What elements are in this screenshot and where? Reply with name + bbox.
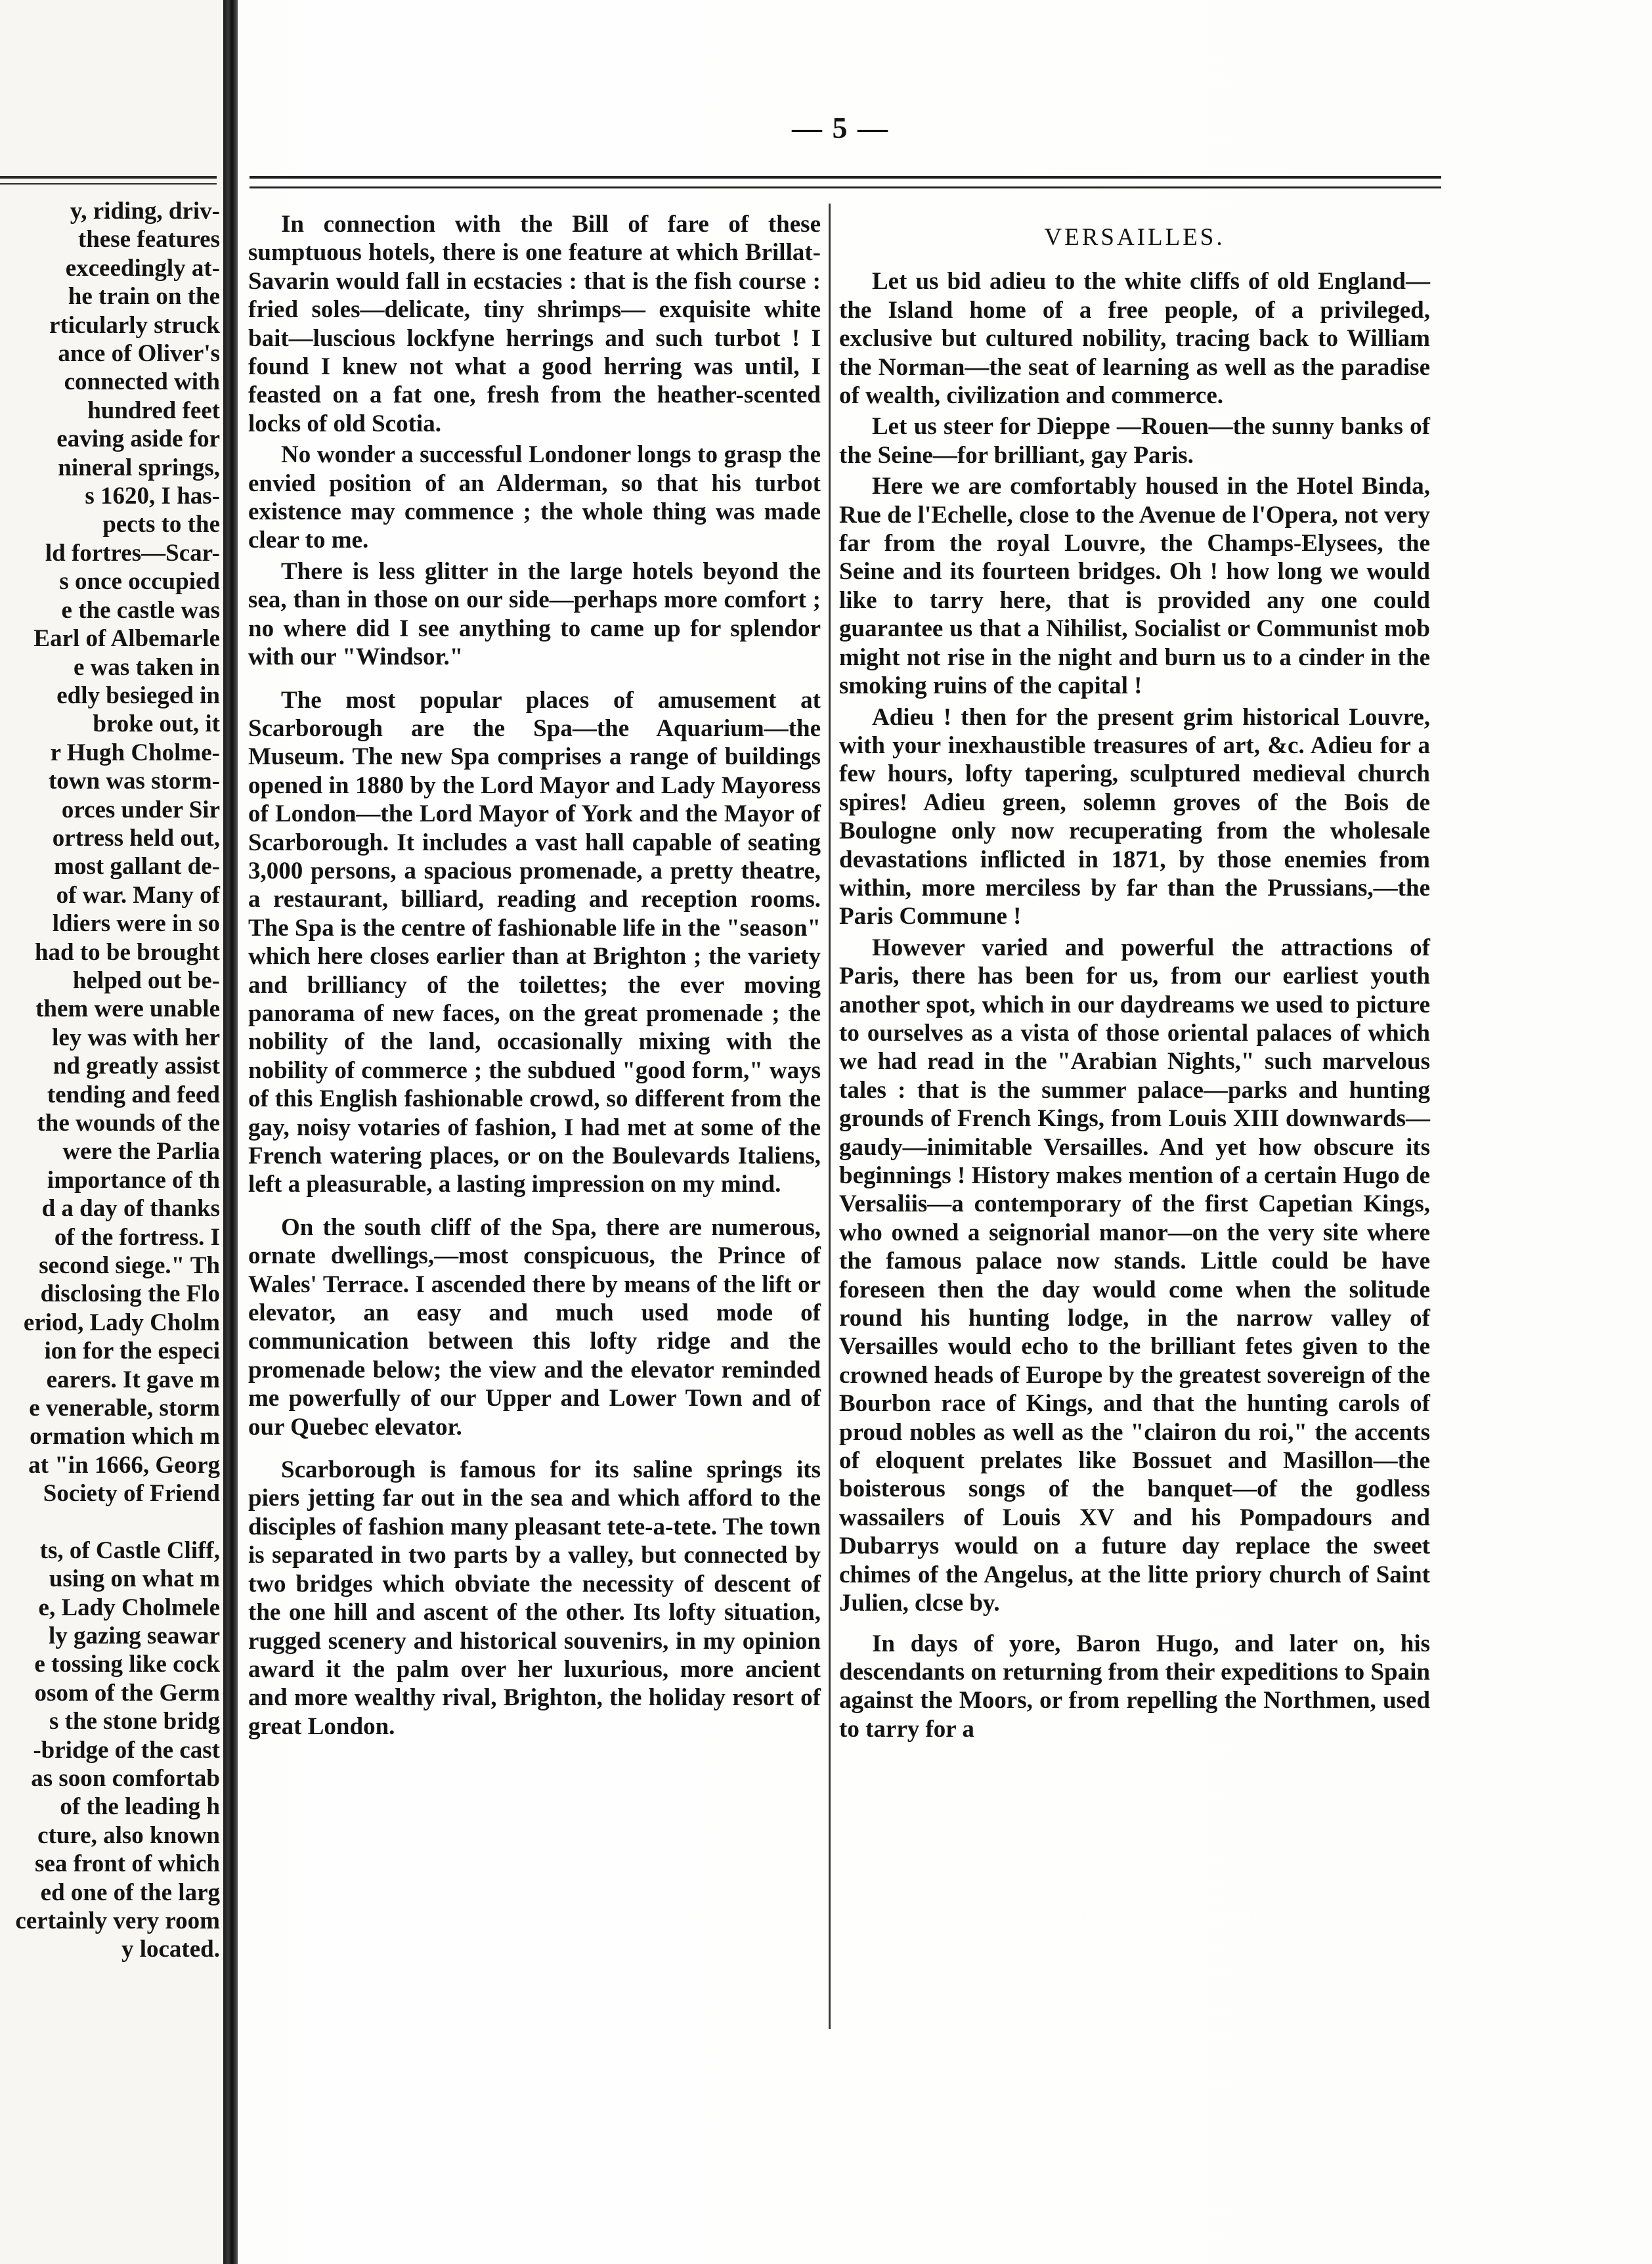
fragment-line: of the fortress. I <box>54 1223 220 1251</box>
fragment-line: them were unable <box>35 995 220 1023</box>
fragment-line: importance of th <box>47 1166 220 1194</box>
paragraph-hotels-glitter: There is less glitter in the large hotels beyond the sea, than in those on our side—perhaps more comfort ; no where did I see anything to came up for splendor with our "Windsor." <box>248 557 821 671</box>
fragment-line: ley was with her <box>52 1024 220 1051</box>
fragment-line: nineral springs, <box>58 454 220 481</box>
paragraph-baron-hugo: In days of yore, Baron Hugo, and later on, his descendants on returning from their expeditions to Spain against the Moors, or from repelling the Northmen, used to tarry for a <box>839 1630 1430 1743</box>
article-heading: VERSAILLES. <box>1044 224 1225 251</box>
fragment-line: orces under Sir <box>61 796 220 823</box>
fragment-line: exceedingly at- <box>65 254 220 282</box>
fragment-line: connected with <box>64 368 220 396</box>
fragment-line: s 1620, I has- <box>85 483 220 510</box>
fragment-line: eriod, Lady Cholm <box>23 1309 220 1336</box>
fragment-line: most gallant de- <box>54 853 220 881</box>
fragment-line: sea front of which <box>35 1850 220 1878</box>
fragment-line: broke out, it <box>93 710 220 738</box>
fragment-line: osom of the Germ <box>34 1679 220 1707</box>
fragment-line: e venerable, storm <box>29 1395 220 1422</box>
fragment-line: hundred feet <box>87 397 220 424</box>
paragraph-alderman: No wonder a successful Londoner longs to grasp the envied position of an Alderman, so that his turbot existence may commence ; the whole thing was made clear to me. <box>248 441 821 554</box>
paragraph-versailles-history: However varied and powerful the attractions of Paris, there has been for us, from our earliest youth another spot, which in our daydreams we used to picture to ourselves as a vista of those oriental palaces of which we had read in the "Arabian Nights," such marvelous tales : that is the summer palace—parks and hunting grounds of French Kings, from Louis XIII downwards—gaudy—inimitable Versailles. And yet how obscure its beginnings ! History makes mention of a certain Hugo de Versaliis—a contemporary of the first Capetian Kings, who owned a seignorial manor—on the very site where the famous palace now stands. Little could be have foreseen then the day would come when the solitude round his hunting lodge, in the narrow valley of Versailles would echo to the brilliant fetes given to the crowned heads of Europe by the greatest sovereign of the Bourbon race of Kings, and that the hunting carols of proud nobles as well as the "clairon du roi," the accents of eloquent prelates like Bossuet and Masillon—the boisterous songs of the banquet—of the godless wassailers of Louis XV and his Pompadours and Dubarrys would on a future day replace the sweet chimes of the Angelus, at the litte priory church of Saint Julien, clcse by. <box>839 934 1430 1617</box>
paragraph-saline-springs: Scarborough is famous for its saline springs its piers jetting far out in the sea and which afford to the disciples of fashion many pleasant tete-a-tete. The town is separated in two parts by a valley, but connected by two bridges which obviate the necessity of descent of the one hill and ascent of the other. Its lofty situation, rugged scenery and historical souvenirs, in my opinion award it the palm over her luxurious, more ancient and more wealthy rival, Brighton, the holiday resort of great London. <box>248 1456 821 1740</box>
fragment-line: s the stone bridg <box>49 1708 220 1735</box>
fragment-line: e was taken in <box>73 653 220 681</box>
fragment-line: d a day of thanks <box>41 1195 220 1223</box>
fragment-line: Earl of Albemarle <box>33 625 220 653</box>
fragment-line: pects to the <box>102 511 220 538</box>
fragment-line: as soon comfortab <box>31 1764 220 1792</box>
fragment-line: town was storm- <box>48 768 220 795</box>
fragment-line: ion for the especi <box>44 1338 220 1365</box>
previous-page-column <box>0 197 220 1964</box>
fragment-line: disclosing the Flo <box>40 1280 220 1308</box>
page-gutter <box>223 0 238 2264</box>
fragment-line: at "in 1666, Georg <box>28 1451 220 1479</box>
fragment-line: the wounds of the <box>37 1110 220 1137</box>
fragment-line: e tossing like cock <box>34 1651 220 1678</box>
fragment-line: y, riding, driv- <box>70 198 220 225</box>
paragraph-south-cliff: On the south cliff of the Spa, there are numerous, ornate dwellings,—most conspicuous, the Prince of Wales' Terrace. I ascended there by means of the lift or elevator, an easy and much used mode of communication between this lofty ridge and the promenade below; the view and the elevator reminded me powerfully of our Upper and Lower Town and of our Quebec elevator. <box>248 1213 821 1441</box>
paragraph-adieu-england: Let us bid adieu to the white cliffs of old England—the Island home of a free people, of a privileged, exclusive but cultured nobility, tracing back to William the Norman—the seat of learning as well as the paradise of wealth, civilization and commerce. <box>839 268 1430 410</box>
fragment-line: certainly very room <box>15 1907 220 1934</box>
middle-column <box>248 210 821 1741</box>
fragment-line: of war. Many of <box>56 881 220 909</box>
fragment-line: cture, also known <box>37 1821 220 1849</box>
fragment-line: ld fortres—Scar- <box>45 539 220 567</box>
fragment-line: -bridge of the cast <box>33 1736 220 1764</box>
fragment-line: tending and feed <box>47 1081 220 1108</box>
fragment-line: r Hugh Cholme- <box>50 739 220 766</box>
previous-page-rule <box>0 176 217 185</box>
fragment-line: edly besieged in <box>56 682 220 709</box>
paragraph-spa-amusement: The most popular places of amusement at Scarborough are the Spa—the Aquarium—the Museum. The new Spa comprises a range of buildings opened in 1880 by the Lord Mayor and Lady Mayoress of London—the Lord Mayor of York and the Mayor of Scarborough. It includes a vast hall capable of seating 3,000 persons, a spacious promenade, a pretty theatre, a restaurant, billiard, reading and reception rooms. The Spa is the centre of fashionable life in the "season" which here closes earlier than at Brighton ; the variety and brilliancy of the toilettes; the ever moving panorama of new faces, on the great promenade ; the nobility of the land, occasionally mixing with the nobility of commerce ; the subdued "good form," ways of this English fashionable crowd, so different from the gay, noisy votaries of fashion, I had met at some of the French watering places, or on the Boulevards Italiens, left a pleasurable, a lasting impression on my mind. <box>248 686 821 1198</box>
fragment-line: e, Lady Cholmele <box>38 1594 220 1621</box>
fragment-line: ly gazing seawar <box>48 1622 220 1649</box>
fragment-line: were the Parlia <box>62 1138 220 1165</box>
paragraph-steer-paris: Let us steer for Dieppe —Rouen—the sunny banks of the Seine—for brilliant, gay Paris. <box>839 413 1430 469</box>
fragment-line: helped out be- <box>72 967 220 994</box>
right-column <box>839 223 1430 1743</box>
fragment-line: ts, of Castle Cliff, <box>39 1536 220 1564</box>
fragment-line: ed one of the larg <box>40 1879 220 1906</box>
fragment-line: ormation which m <box>30 1423 220 1450</box>
fragment-line: nd greatly assist <box>53 1053 220 1080</box>
fragment-line: earers. It gave m <box>46 1366 220 1393</box>
previous-page-fragment <box>0 0 227 2264</box>
fragment-line: eaving aside for <box>56 425 220 453</box>
fragment-line: had to be brought <box>34 938 220 966</box>
fragment-line: Society of Friend <box>43 1480 220 1508</box>
fragment-line: ance of Oliver's <box>58 340 220 368</box>
fragment-line <box>0 1508 220 1536</box>
fragment-line: using on what m <box>49 1565 220 1593</box>
header-rule <box>250 176 1441 188</box>
fragment-line: ldiers were in so <box>52 910 220 938</box>
page-number: — 5 — <box>792 111 889 144</box>
paragraph-fish-course: In connection with the Bill of fare of these sumptuous hotels, there is one feature at which Brillat-Savarin would fall in ecstacies : that is the fish course : fried soles—delicate, tiny shrimps— exquisite white bait—luscious lockfyne herrings and such turbot ! I found I knew not what a good herring was until, I feasted on a fat one, fresh from the heather-scented locks of old Scotia. <box>248 211 821 437</box>
paragraph-hotel-binda: Here we are comfortably housed in the Hotel Binda, Rue de l'Echelle, close to the Avenue de l'Opera, not very far from the royal Louvre, the Champs-Elysees, the Seine and its fourteen bridges. Oh ! how long we would like to tarry here, that is provided any one could guarantee us that a Nihilist, Socialist or Communist mob might not rise in the night and burn us to a cinder in the smoking ruins of the capital ! <box>839 473 1430 700</box>
fragment-line: y located. <box>121 1936 220 1963</box>
fragment-line: of the leading h <box>60 1793 220 1821</box>
fragment-line: e the castle was <box>61 596 220 624</box>
fragment-line: ortress held out, <box>52 824 220 852</box>
fragment-line: s once occupied <box>59 568 220 596</box>
fragment-line: these features <box>77 226 220 253</box>
column-divider <box>829 204 831 2029</box>
fragment-line: rticularly struck <box>49 311 220 339</box>
fragment-line: he train on the <box>68 283 220 311</box>
fragment-line: second siege." Th <box>39 1252 220 1280</box>
paragraph-adieu-louvre: Adieu ! then for the present grim historical Louvre, with your inexhaustible treasures of art, &c. Adieu for a few hours, lofty tapering, sculptured medieval church spires! Adieu green, solemn groves of the Bois de Boulogne only now recuperating from the wholesale devastations inflicted in 1871, by those enemies from within, more merciless by far than the Prussians,—the Paris Commune ! <box>839 703 1430 930</box>
